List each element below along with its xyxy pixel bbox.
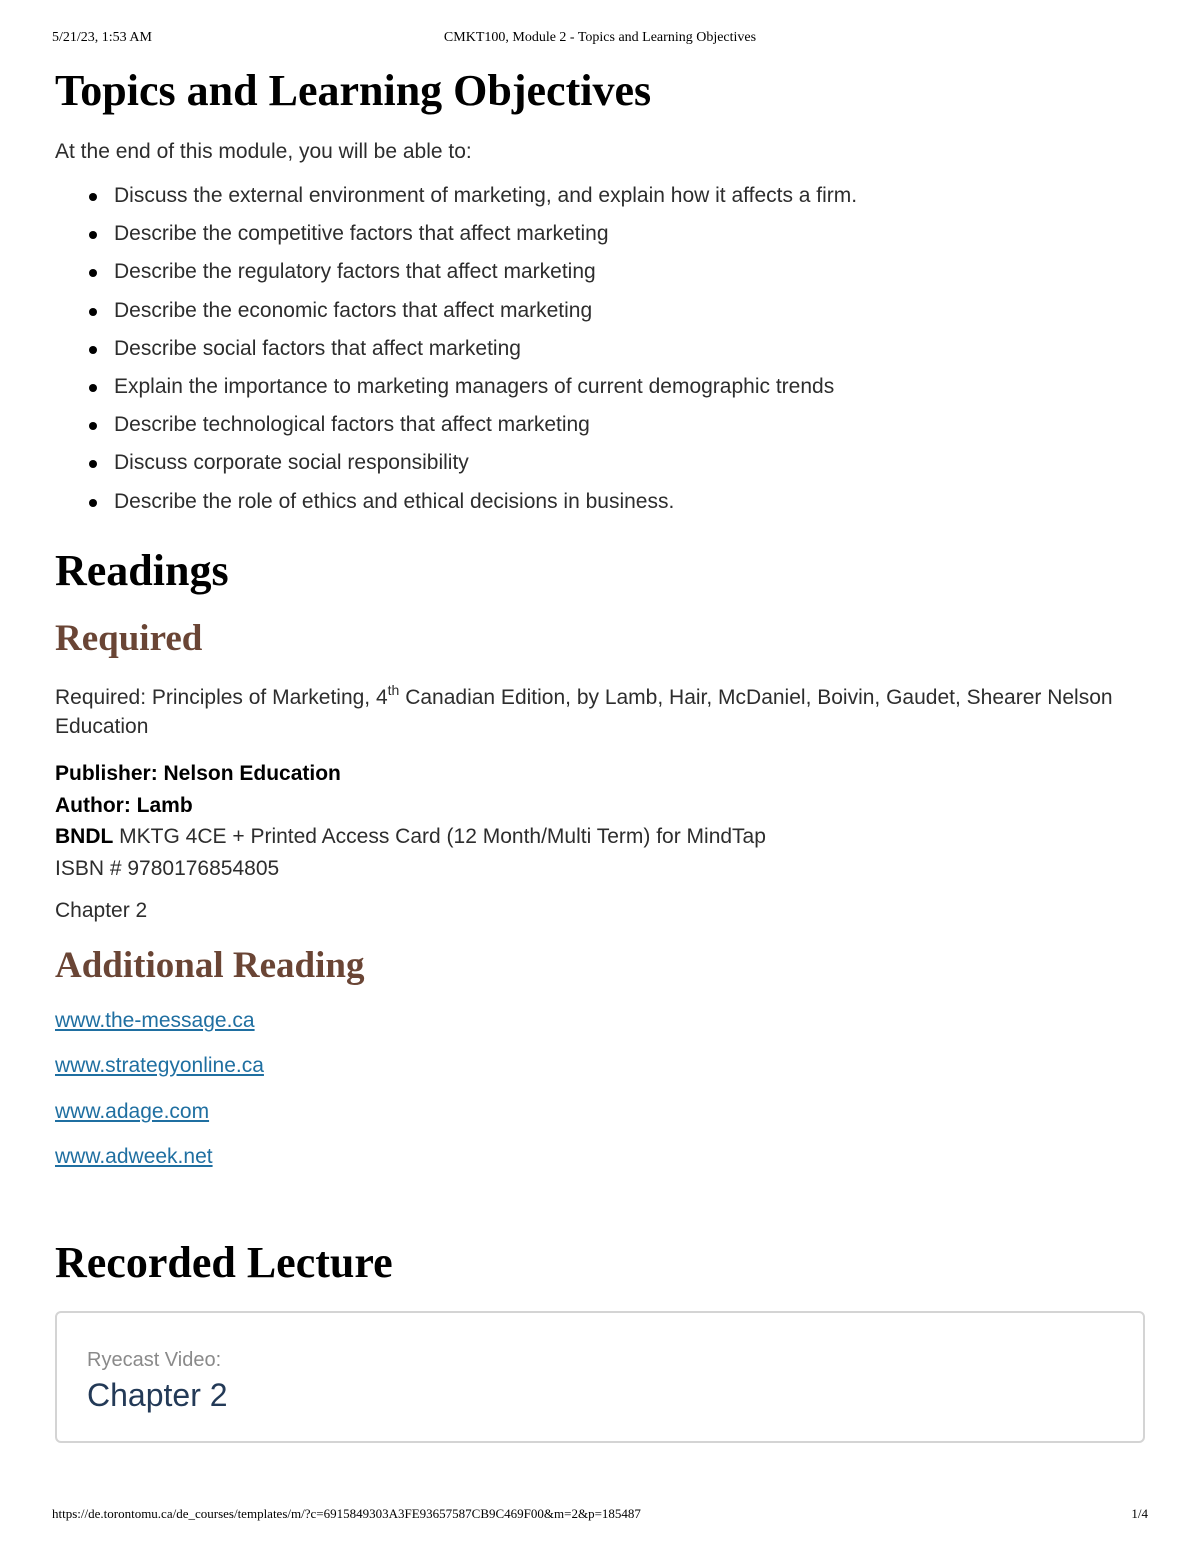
print-url: https://de.torontomu.ca/de_courses/templates/m/?c=6915849303A3FE93657587CB9C469F00&m=2&p=185487: [52, 1506, 641, 1521]
print-footer: [52, 1506, 1148, 1524]
required-heading: Required: [55, 618, 203, 659]
list-item: Describe technological factors that affect marketing: [55, 410, 857, 448]
required-chapter: Chapter 2: [55, 899, 148, 922]
textbook-text-rest: Canadian Edition, by Lamb, Hair, McDaniel, Boivin, Gaudet, Shearer Nelson Education: [55, 686, 1113, 738]
list-item: Explain the importance to marketing managers of current demographic trends: [55, 372, 857, 410]
link-strategyonline[interactable]: www.strategyonline.ca: [55, 1054, 264, 1077]
author-label: Author: Lamb: [55, 793, 193, 817]
list-item: Discuss corporate social responsibility: [55, 448, 857, 486]
required-textbook: [55, 683, 1115, 741]
list-item: Discuss the external environment of marketing, and explain how it affects a firm.: [55, 181, 857, 219]
recorded-lecture-heading: Recorded Lecture: [55, 1238, 393, 1287]
list-item: Describe social factors that affect marketing: [55, 334, 857, 372]
isbn: ISBN # 9780176854805: [55, 856, 280, 880]
print-document-title: CMKT100, Module 2 - Topics and Learning Objectives: [443, 30, 757, 45]
bndl-label: BNDL: [55, 825, 114, 848]
objectives-intro: At the end of this module, you will be able to:: [55, 140, 472, 163]
list-item: Describe the regulatory factors that affect marketing: [55, 257, 857, 295]
publisher-label: Publisher: Nelson Education: [55, 762, 341, 785]
list-item: Describe the competitive factors that affect marketing: [55, 219, 857, 257]
bndl-text: MKTG 4CE + Printed Access Card (12 Month/Multi Term) for MindTap: [113, 825, 766, 848]
print-header: [52, 30, 1148, 48]
link-adage[interactable]: www.adage.com: [55, 1100, 210, 1123]
objectives-list: [55, 181, 857, 525]
list-item: Describe the economic factors that affect marketing: [55, 296, 857, 334]
video-source-label: Ryecast Video:: [87, 1349, 222, 1371]
print-date: 5/21/23, 1:53 AM: [52, 30, 152, 45]
page-title: Topics and Learning Objectives: [55, 66, 652, 115]
list-item: Describe the role of ethics and ethical decisions in business.: [55, 487, 857, 525]
publisher-block: [55, 758, 766, 884]
link-the-message[interactable]: www.the-message.ca: [55, 1009, 255, 1032]
textbook-text: Required: Principles of Marketing, 4: [55, 686, 388, 709]
video-title[interactable]: Chapter 2: [87, 1377, 228, 1413]
page-number: 1/4: [1131, 1506, 1148, 1521]
readings-heading: Readings: [55, 546, 229, 595]
link-adweek[interactable]: www.adweek.net: [55, 1145, 213, 1168]
edition-superscript: th: [387, 682, 400, 698]
video-card[interactable]: [55, 1311, 1145, 1443]
additional-reading-heading: Additional Reading: [55, 945, 365, 986]
